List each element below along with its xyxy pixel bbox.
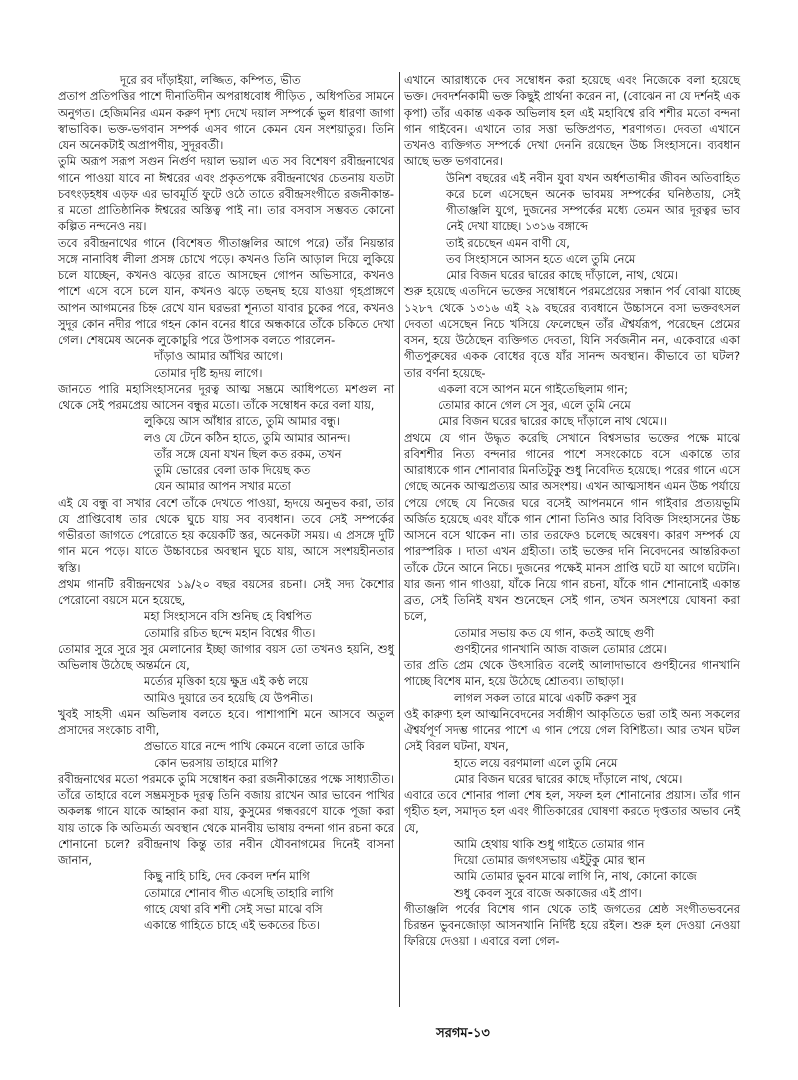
paragraph: তোমার সুরে সুরে সুর মেলানোর ইচ্ছা জাগার বয়স তো তখনও হয়নি, শুধু অভিলাষ উঠেছে অন্তর্মনে যে, (58, 641, 394, 672)
verse-line: আমিও দুয়ারে তব হয়েছি যে উপনীত। (144, 690, 313, 705)
footer (0, 1024, 798, 1045)
left-column (58, 72, 394, 933)
verse-line: তোমারে শোনাব গীত এসেছি তাহারি লাগি (144, 885, 334, 900)
verse-line: তব সিংহাসনে আসন হতে এলে তুমি নেমে (446, 251, 636, 266)
verse-line: লুকিয়ে আস আঁধার রাতে, তুমি আমার বন্ধু। (144, 414, 340, 429)
verse-line: মোর বিজন ঘরের দ্বারের কাছে দাঁড়ালে নাথ, থেমে। (454, 771, 683, 786)
verse-line: হাতে লয়ে বরণমালা এলে তুমি নেমে (454, 755, 618, 770)
verse-line: লও যে টেনে কঠিন হাতে, তুমি আমার আনন্দ। (144, 430, 351, 445)
verse-line: মোর বিজন ঘরের দ্বারের কাছে দাঁড়ালে নাথ থেমে।। (438, 414, 667, 429)
verse-line: তোমার দৃষ্টি হৃদয় লাগে। (154, 365, 263, 380)
paragraph: ওই কারুণ্য হল আত্মনিবেদনের সর্বাঙ্গীণ আকৃতিতে ভরা তাই অন্য সকলের ঐশ্বর্যপূর্ণ সদম্ভ গানের পাশে এ গান পেয়ে গেল বিশিষ্টতা। আর তখন ঘটল সেই বিরল ঘটনা, যখন, (404, 706, 740, 754)
verse-line: গুণহীনের গানখানি আজ বাজল তোমার প্রেমে। (454, 641, 667, 656)
paragraph: প্রথম গানটি রবীন্দ্রনথের ১৯/২০ বছর বয়সের রচনা। সেই সদ্য কৈশোর পেরোনো বয়সে মনে হয়েছে, (58, 576, 394, 607)
paragraph: শুরু হয়েছে এতদিনে ভক্তের সম্বোধনে পরমপ্রেয়ের সন্ধান পর্ব বোঝা যাচ্ছে ১২৮৭ থেকে ১৩১৬ এই ২৯ বছরের ব্যবধানে উচ্চাসনে বসা ভক্তবৎসল দেবতা এসেছেন নিচে খসিয়ে ফেলেছেন তাঁর ঐশ্বর্যরূপ, পরেছেন প্রেমের বসন, হয়ে উঠেছেন ব্যক্তিগত দেবতা, যিনি সর্বজনীন নন, একেবারে একা গীতপুরুষের একক বোধের বৃত্তে যাঁর সানন্দ অবস্থান। কীভাবে তা ঘটল? তার বর্ণনা হয়েছে- (404, 284, 740, 380)
verse-line: গাহে যেথা রবি শশী সেই সভা মাঝে বসি (144, 901, 323, 916)
verse-line: দূরে রব দাঁড়াইয়া, লজ্জিত, কম্পিত, ভীত (120, 73, 301, 87)
paragraph: প্রথমে যে গান উদ্ধৃত করেছি সেখানে বিশ্বসভার ভক্তের পক্ষে মাঝে রবিশশীর নিত্য বন্দনার গানের পাশে সসংকোচে বসে একান্তে তার আরাধ্যকে গান শোনাবার মিনতিটুকু শুধু নিবেদিত হয়েছে। পরের গানে এসে গেছে অনেক আত্মপ্রত্যয় আর অসংশয়। এখন আত্মসাধন এমন উচ্চ পর্যায়ে পেয়ে গেছে যে নিজের ঘরে বসেই আপনমনে গান গাইবার প্রত্যয়ভূমি অর্জিত হয়েছে এবং যাঁকে গান শোনা তিনিও আর বিবিক্ত সিংহাসনের উচ্চ আসনে বসে থাকেন না। তার তরফেও চলেছে অন্বেষণ। কারণ সম্পর্ক যে পারস্পরিক । দাতা এখন গ্রহীতা। তাই ভক্তের দনি নিবেদনের আন্তরিকতা তাঁকে টেনে আনে নিচে। দুজনের পক্ষেই মানস প্রাপ্তি ঘটে যা আগে ঘটেনি। যার জন্য গান গাওয়া, যাঁকে নিয়ে গান রচনা, যাঁকে গান শোনানোই একান্ত ব্রত, সেই তিনিই যখন শুনেছেন সেই গান, তখন অসংশয়ে ঘোষনা করা চলে, (404, 430, 740, 624)
verse-line: মহা সিংহাসনে বসি শুনিছ হে বিশ্বপিত (144, 609, 312, 624)
paragraph: তার প্রতি প্রেম থেকে উৎসারিত বলেই আলাদাভাবে গুণহীনের গানখানি পাচ্ছে বিশেষ মান, হয়ে উঠেছে শ্রোতব্য। তাছাড়া। (404, 658, 740, 689)
paragraph: এই যে বন্ধু বা সখার বেশে তাঁকে দেখতে পাওয়া, হৃদয়ে অনুভব করা, তার যে প্রাপ্তিবোধ তার থেকে ঘুচে যায় সব ব্যবধান। তবে সেই সম্পর্কের গভীরতা জাগতে পেরোতে হয় কয়েকটি স্তর, অনেকটা সময়। এ প্রসঙ্গে দুটি গান মনে পড়ে। যাতে উচ্চাবচের অবস্থান ঘুচে যায়, আসে সংশয়হীনতার স্বস্তি। (58, 495, 394, 575)
verse-line: তোমার কানে গেল সে সুর, এলে তুমি নেমে (438, 398, 631, 412)
verse-line: শুধু কেবল সুরে বাজে অকাজের এই প্রাণ। (454, 885, 642, 900)
verse-line: মোর বিজন ঘরের দ্বারের কাছে দাঁড়ালে, নাথ, থেমে। (446, 268, 679, 282)
paragraph: তবে রবীন্দ্রনাথের গানে (বিশেষত গীতাঞ্জলির আগে পরে) তাঁর নিয়ন্তার সঙ্গে নানাবিধ লীলা প্রসঙ্গ চোখে পড়ে। কখনও তিনি আড়াল দিয়ে লুকিয়ে চলে যাচ্ছেন, কখনও ঝড়ের রাতে আসছেন গোপন অভিসারে, কখনও পাশে এসে বসে চলে যান, কখনও ঝড়ে তছনছ হয়ে যাওয়া গৃহপ্রাঙ্গণে আপন আগমনের চিহ্ন রেখে যান ঘরভরা শূন্যতা যাবার চুকের পরে, কখনও সুদূর কোন নদীর পারে গহন কোন বনের ধারে অন্ধকারে তাঁকে চকিতে দেখা গেল। শেষমেষ অনেক লুকোচুরি পরে উপাসক বলতে পারলেন- (58, 235, 394, 347)
verse-line: দাঁড়াও আমার আঁখির আগে। (154, 349, 283, 364)
right-column (404, 72, 740, 950)
verse-line: তুমি ভোরের বেলা ডাক দিয়েছ কত (154, 463, 311, 477)
page-number: সরগম-১৩ (436, 1026, 490, 1041)
paragraph: এবারে তবে শোনার পালা শেষ হল, সফল হল শোনানোর প্রয়াস। তাঁর গান গৃহীত হল, সমাদৃত হল এবং গীতিকারের ঘোষণা করতে দৃপ্ততার অভাব নেই যে, (404, 788, 740, 835)
verse-line: মর্ত্যের মৃত্তিকা হয়ে ক্ষুদ্র এই কণ্ঠ লয়ে (144, 674, 309, 689)
paragraph: তুমি অরূপ সরূপ সগুন নির্গুণ দয়াল ভয়াল এত সব বিশেষণ রবীন্দ্রনাথের গানে পাওয়া যাবে না ঈশ্বরের এবং প্রকৃতপক্ষে রবীন্দ্রনাথের চেতনায় যতটা চবৎংড়হধষ এড়ফ এর ভাবমূর্তি ফুটে ওঠে তাতে রবীন্দ্রসংগীতে রজনীকান্ত-র মতো প্রাতিষ্ঠানিক ঈশ্বরের অস্তিত্ব পাই না। তার বসবাস সম্ভবত কোনো কল্পিত নন্দনেও নয়। (58, 154, 394, 234)
verse-line: আমি তোমার ভুবন মাঝে লাগি নি, নাথ, কোনো কাজে (454, 869, 697, 884)
verse-line: কোন ভরসায় তাহারে মাগি? (154, 755, 279, 770)
verse-line: যেন আমার আপন সখার মতো (154, 479, 291, 494)
verse-line: দিয়ো তোমার জগৎসভায় এইটুকু মোর স্থান (454, 853, 645, 867)
paragraph: এখানে আরাধ্যকে দেব সম্বোধন করা হয়েছে এবং নিজেকে বলা হয়েছে ভক্ত। দেবদর্শনকামী ভক্ত কিছুই প্রার্থনা করেন না, (বোঝেন না যে দর্শনই এক কৃপা) তাঁর একান্ত একক অভিলাষ হল এই মহাবিশ্বে রবি শশীর মতো বন্দনা গান গাইবেন। এখানে তার সত্তা ভক্তিপ্রণত, শরণাগত। দেবতা এখানে তখনও ব্যক্তিগত সম্পর্কে দেখা দেননি রয়েছেন উচ্চ সিংহাসনে। ব্যবধান আছে ভক্ত ভগবানের। (404, 73, 740, 169)
verse-line: তাঁর সঙ্গে যেনা যখন ছিল কত রকম, তখন (154, 446, 342, 461)
column-divider (399, 72, 400, 1007)
verse-line: একলা বসে আপন মনে গাইতেছিলাম গান; (438, 381, 628, 396)
verse-line: প্রভাতে যারে নন্দে পাখি কেমনে বলো তারে ডাকি (144, 739, 365, 754)
verse-line: তোমারি রচিত ছন্দে মহান বিশ্বের গীত। (144, 625, 316, 640)
paragraph: উনিশ বছরের এই নবীন যুবা যখন অর্ধশতাব্দীর জীবন অতিবাহিত করে চলে এসেছেন অনেক ভাবময় সম্পর্কের ঘনিষ্ঠতায়, সেই গীতাঞ্জলি যুগে, দুজনের সম্পর্কের মধ্যে তেমন আর দূরত্বর ভাব নেই দেখা যাচ্ছে। ১৩১৬ বঙ্গাব্দে (446, 170, 740, 234)
paragraph: জানতে পারি মহাসিংহাসনের দূরত্ব আত্ম সম্ভ্রমে আধিপত্যে মশগুল না থেকে সেই পরমপ্রেয় আসেন বন্ধুর মতো। তাঁকে সম্বোধন করে বলা যায়, (58, 381, 394, 412)
paragraph: খুবই সাহসী এমন অভিলাষ বলতে হবে। পাশাপাশি মনে আসবে অতুল প্রসাদের সংকোচ বাণী, (58, 706, 394, 737)
paragraph: গীতাঞ্জলি পর্বের বিশেষ গান থেকে তাই জগতের শ্রেষ্ঠ সংগীতভবনের চিরন্তন ভুবনজোড়া আসনখানি নির্দিষ্ট হয়ে রইল। শুরু হল দেওয়া নেওয়া ফিরিয়ে দেওয়া । এবারে বলা গেল- (404, 901, 740, 949)
paragraph: প্রতাপ প্রতিপত্তির পাশে দীনাতিদীন অপরাধবোধ পীড়িত , অধিপতির সামনে অনুগত। হেজিমনির এমন করুণ দৃশ্য দেখে দয়াল সম্পর্কে ভুল ধারণা জাগা স্বাভাবিক। ভক্ত-ভগবান সম্পর্ক এসব গানে কেমন যেন সংশয়াতুর। তিনি যেন অনেকটাই অপ্রাপণীয়, সুদূরবর্তী। (58, 89, 394, 152)
verse-line: কিছু নাহি চাহি, দেব কেবল দর্শন মাগি (144, 869, 310, 884)
paragraph: রবীন্দ্রনাথের মতো পরমকে তুমি সম্বোধন করা রজনীকান্তের পক্ষে সাধ্যাতীত। তাঁরে তাহারে বলে সম্ভ্রমসূচক দূরত্ব তিনি বজায় রাখেন আর ভাবেন পাখির অকলঙ্ক গানে যাকে আহ্বান করা যায়, কুসুমের গন্ধবরণে যাকে পূজা করা যায় তাকে কি অতিমর্ত্য অবস্থান থেকে মানবীয় ভাষায় বন্দনা গান রচনা করে শোনানো চলে? রবীন্দ্রনাথ কিন্তু তার নবীন যৌবনাগমের দিনেই বাসনা জানান, (58, 771, 394, 867)
verse-line: লাগল সকল তারে মাঝে একটি করুণ সুর (454, 690, 637, 705)
verse-line: তাই রচেছেন এমন বাণী যে, (446, 235, 570, 250)
verse-line: তোমার সভায় কত যে গান, কতই আছে গুণী (454, 625, 655, 640)
verse-line: একান্তে গাহিতে চাহে এই ভকতের চিত। (144, 918, 321, 932)
verse-line: আমি হেথায় থাকি শুধু গাইতে তোমার গান (454, 836, 645, 851)
